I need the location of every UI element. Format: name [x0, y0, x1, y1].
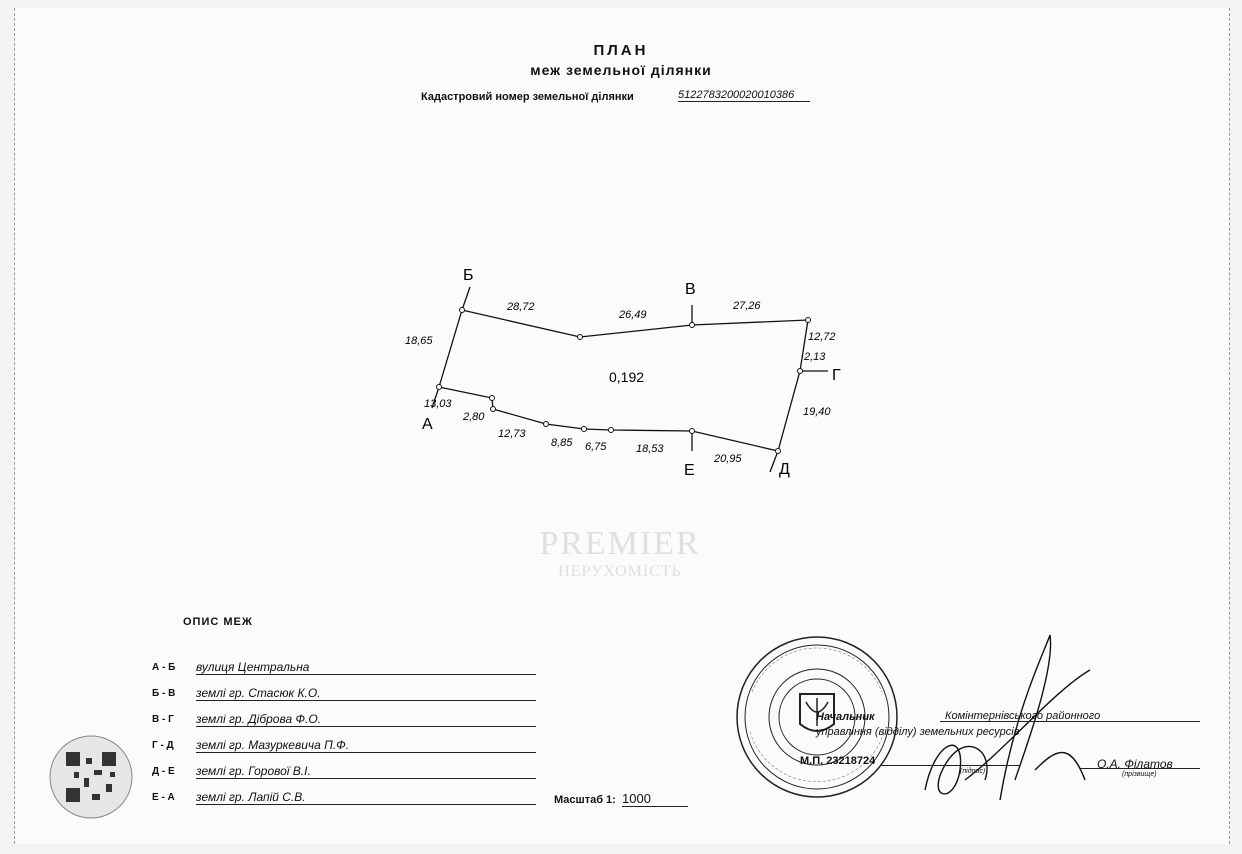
qr-code-icon [48, 734, 134, 820]
watermark-line2: НЕРУХОМІСТЬ [558, 563, 682, 580]
watermark-line1: PREMIER [539, 525, 701, 562]
boundary-code: Д - Е [152, 766, 175, 777]
segment-length: 2,80 [463, 411, 485, 423]
segment-length: 18,53 [636, 443, 664, 455]
segment-length: 13,03 [424, 398, 452, 410]
boundary-description-heading: ОПИС МЕЖ [183, 616, 253, 628]
segment-length: 2,13 [804, 351, 826, 363]
name-caption: (прізвище) [1122, 771, 1157, 778]
boundary-code: Г - Д [152, 740, 174, 751]
segment-length: 28,72 [507, 301, 535, 313]
segment-length: 6,75 [585, 441, 607, 453]
plot-area: 0,192 [609, 369, 645, 385]
segment-length: 19,40 [803, 406, 831, 418]
point-label-g: Г [832, 367, 841, 384]
signature-line [880, 765, 1020, 766]
stamp-mark-text: М.П. [800, 755, 824, 767]
scale-label: Масштаб 1: [554, 794, 616, 806]
scale-value: 1000 [622, 791, 688, 807]
boundary-code: Б - В [152, 688, 176, 699]
stamp-code: 23218724 [826, 755, 876, 767]
name-line [1080, 768, 1200, 769]
point-label-a: А [422, 416, 433, 433]
boundary-code: В - Г [152, 714, 174, 725]
boundary-text: вулиця Центральна [196, 660, 536, 675]
segment-length: 12,72 [808, 331, 836, 343]
tick-b [462, 287, 470, 310]
position-title-1b: Комінтернівського районного [945, 710, 1101, 722]
segment-length: 26,49 [619, 309, 647, 321]
segment-length: 12,73 [498, 428, 526, 440]
stamp-mark [800, 755, 875, 767]
position-title-1: Начальник [816, 711, 875, 723]
watermark [490, 525, 750, 581]
document-subtitle: меж земельної ділянки [530, 62, 712, 78]
position-title-2: управління (відділу) земельних ресурсів [816, 726, 1020, 738]
boundary-text: землі гр. Діброва Ф.О. [196, 712, 536, 727]
boundary-code: Е - А [152, 792, 175, 803]
document-title: ПЛАН [593, 42, 649, 59]
position-underline [940, 721, 1200, 722]
point-label-d: Д [779, 461, 790, 478]
official-name: О.А. Філатов [1097, 757, 1173, 771]
segment-length: 27,26 [733, 300, 761, 312]
boundary-text: землі гр. Горової В.І. [196, 764, 536, 779]
cadastral-number: 5122783200020010386 [678, 89, 810, 102]
boundary-code: А - Б [152, 662, 176, 673]
segment-length: 8,85 [551, 437, 573, 449]
boundary-text: землі гр. Стасюк К.О. [196, 686, 536, 701]
cadastral-label: Кадастровий номер земельної ділянки [421, 91, 634, 103]
point-label-e: Е [684, 462, 695, 479]
signature-caption: (підпис) [960, 768, 986, 775]
segment-length: 18,65 [405, 335, 433, 347]
point-label-v: В [685, 281, 696, 298]
boundary-text: землі гр. Мазуркевича П.Ф. [196, 738, 536, 753]
tick-d [770, 451, 778, 472]
boundary-text: землі гр. Лапій С.В. [196, 790, 536, 805]
segment-length: 20,95 [714, 453, 742, 465]
point-label-b: Б [463, 267, 474, 284]
